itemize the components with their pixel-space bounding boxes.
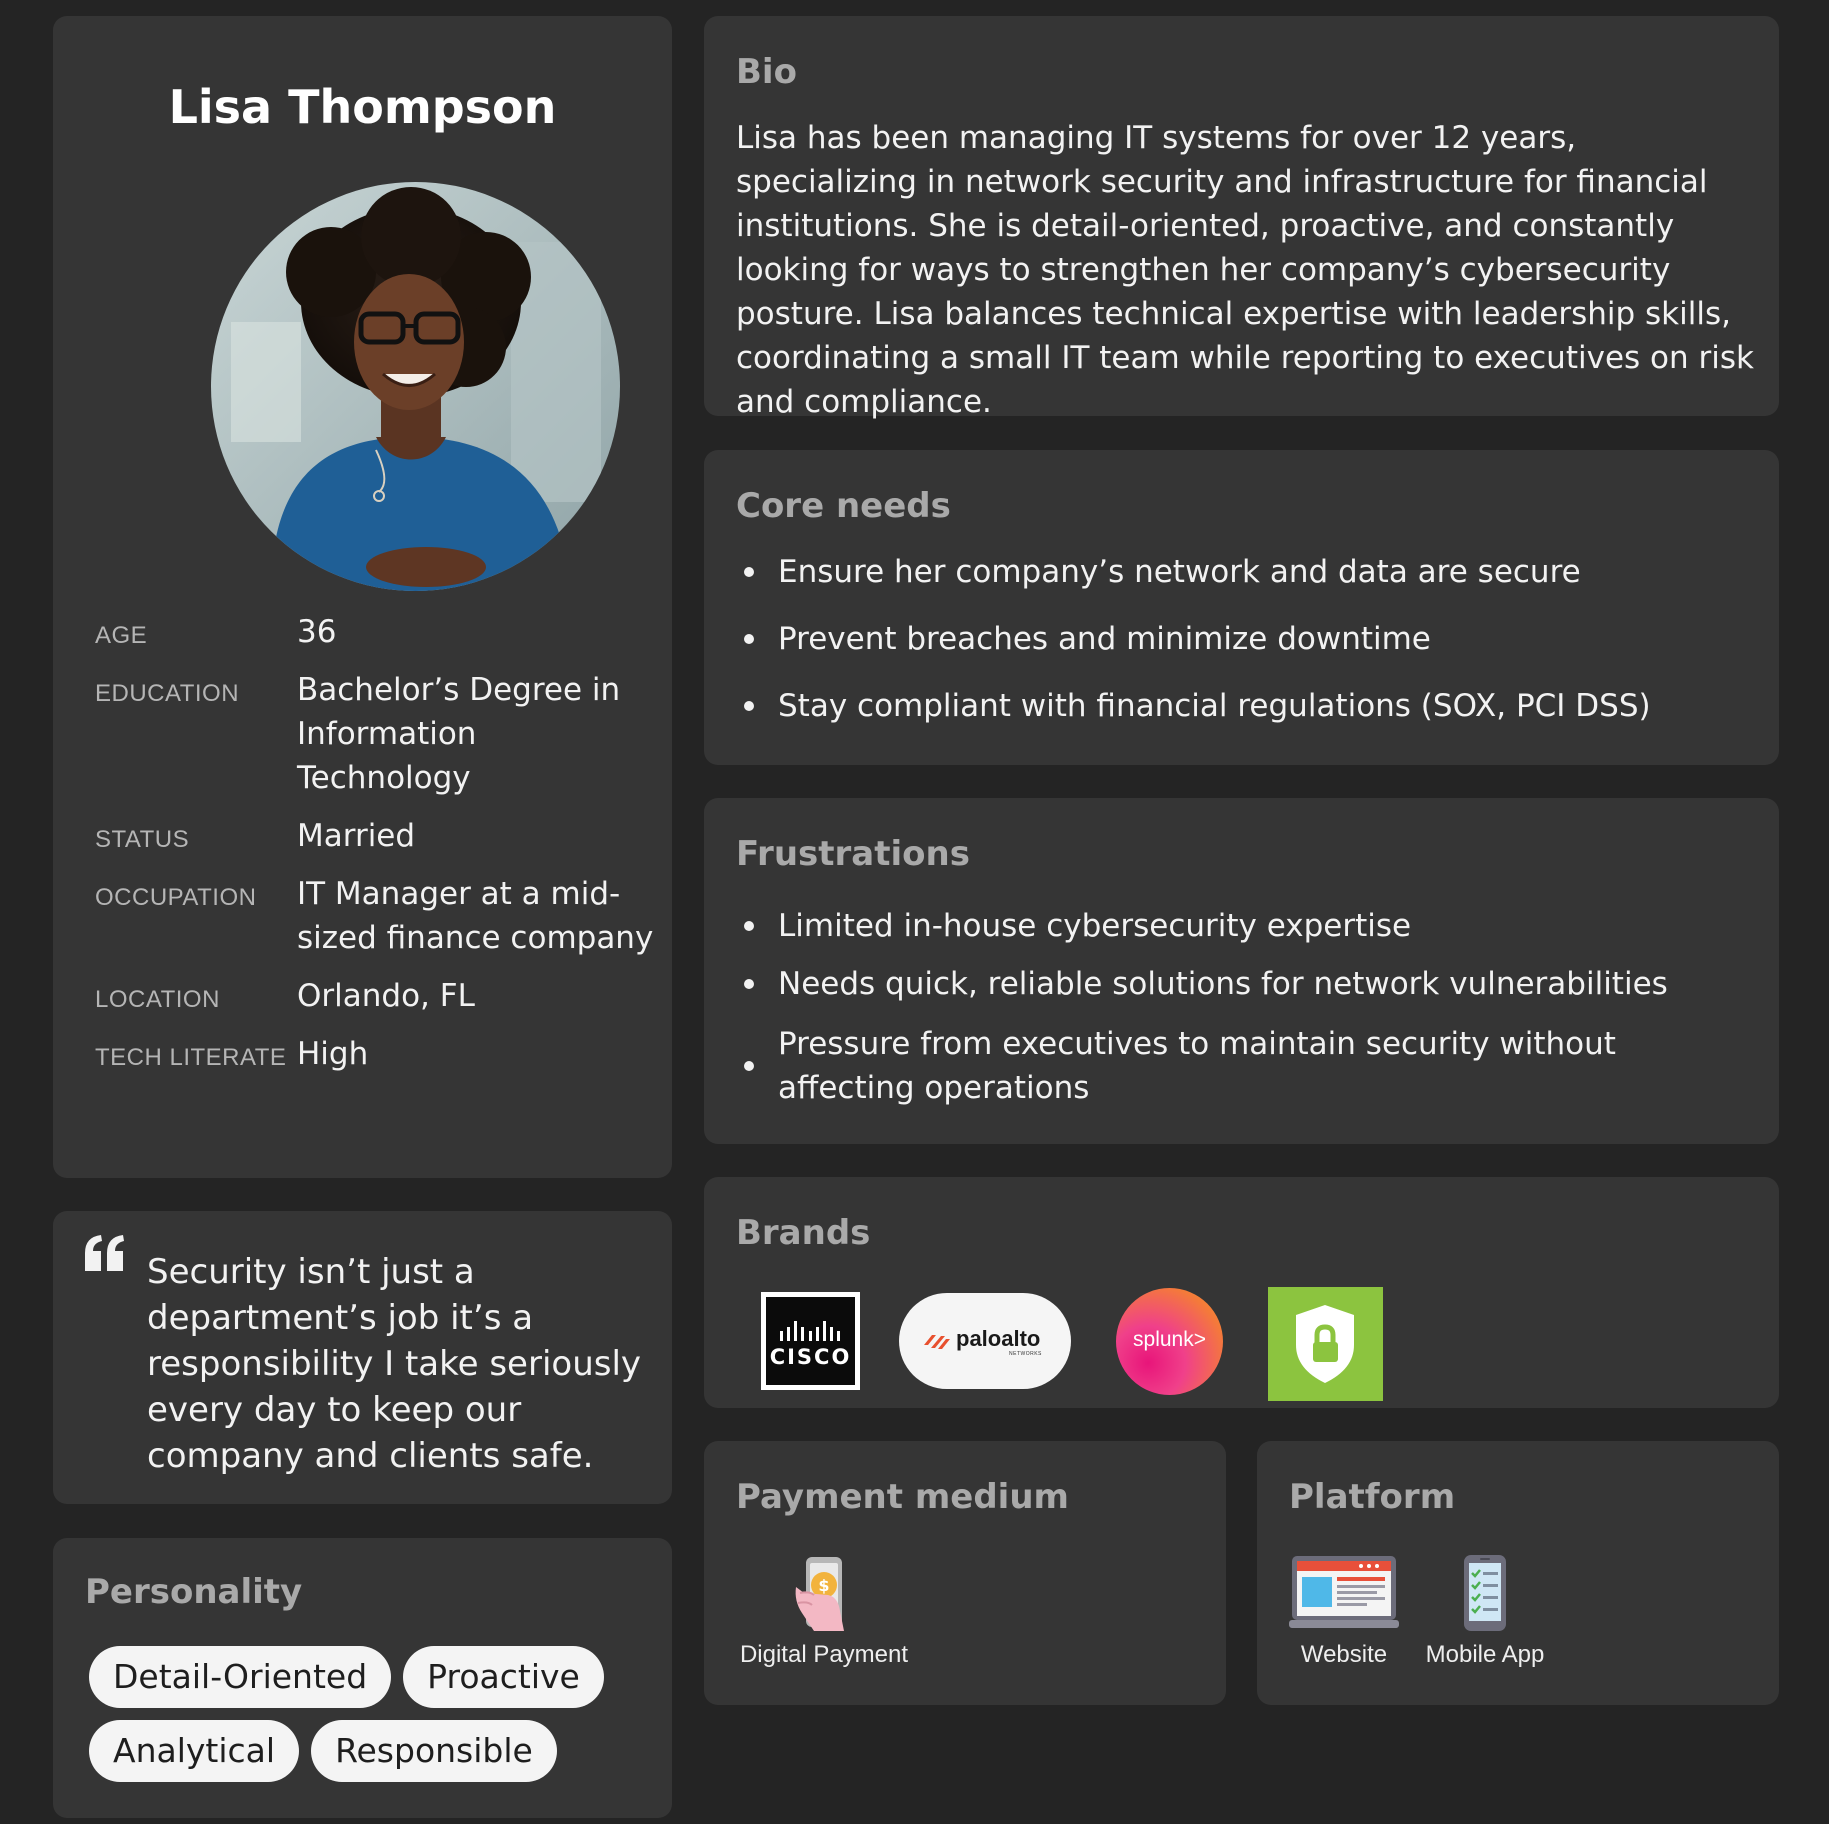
list-item <box>736 617 1746 661</box>
payment-heading: Payment medium <box>736 1477 1069 1517</box>
frustrations-card <box>704 798 1779 1144</box>
paloalto-logo-subtext: NETWORKS <box>1009 1351 1042 1357</box>
cisco-logo-text: CISCO <box>769 1345 852 1369</box>
fact-label: OCCUPATION <box>95 884 257 911</box>
personality-heading: Personality <box>85 1572 303 1612</box>
quote-text: Security isn’t just a department’s job it’s a responsibility I take seriously every day to keep our company and clients safe. <box>147 1252 642 1476</box>
bullet-icon <box>744 1061 754 1071</box>
list-item <box>736 550 1746 594</box>
list-item <box>736 1022 1746 1110</box>
fact-label: EDUCATION <box>95 680 240 707</box>
profile-card <box>53 16 672 1178</box>
platform-card <box>1257 1441 1779 1705</box>
persona-facts <box>95 610 655 1090</box>
splunk-logo <box>1116 1288 1223 1395</box>
bio-text: Lisa has been managing IT systems for over 12 years, specializing in network security and infrastructure for financial institutions. She is detail-oriented, proactive, and constantly looking for ways to strengthen her company’s cybersecurity posture. Lisa balances technical expertise with leadership skills, coordinating a small IT team while reporting to executives on risk and compliance. <box>736 120 1754 420</box>
list-item <box>736 904 1746 948</box>
platform-item-website <box>1289 1553 1399 1669</box>
personality-traits <box>89 1646 649 1782</box>
personality-card <box>53 1538 672 1818</box>
fact-value: 36 <box>297 614 337 650</box>
paloalto-logo <box>899 1293 1071 1389</box>
svg-text:$: $ <box>818 1576 830 1595</box>
cisco-logo <box>761 1292 860 1390</box>
shield-lock-logo <box>1268 1287 1383 1401</box>
cisco-logo-mark <box>766 1297 855 1385</box>
laptop-website-icon <box>1289 1553 1399 1633</box>
core-needs-list <box>736 550 1746 728</box>
fact-label: AGE <box>95 622 148 649</box>
fact-status <box>95 814 655 858</box>
frustrations-heading: Frustrations <box>736 834 970 874</box>
platform-label: Mobile App <box>1425 1641 1545 1668</box>
payment-label: Digital Payment <box>739 1641 909 1668</box>
fact-value: Orlando, FL <box>297 978 475 1014</box>
bullet-icon <box>744 979 754 989</box>
list-item-text: Ensure her company’s network and data are secure <box>778 554 1581 590</box>
trait-chip: Responsible <box>311 1720 557 1782</box>
fact-occupation <box>95 872 655 960</box>
brands-card <box>704 1177 1779 1408</box>
bullet-icon <box>744 634 754 644</box>
list-item-text: Stay compliant with financial regulations (SOX, PCI DSS) <box>778 688 1651 724</box>
trait-chip: Analytical <box>89 1720 299 1782</box>
bio-heading: Bio <box>736 52 797 92</box>
fact-value: Married <box>297 818 416 854</box>
persona-name: Lisa Thompson <box>168 80 557 134</box>
mobile-app-icon <box>1423 1553 1547 1633</box>
bullet-icon <box>744 921 754 931</box>
trait-chip: Proactive <box>403 1646 604 1708</box>
fact-value: High <box>297 1036 369 1072</box>
brands-heading: Brands <box>736 1213 871 1253</box>
fact-label: TECH LITERATE <box>95 1044 287 1071</box>
bio-card <box>704 16 1779 420</box>
platform-item-mobile <box>1423 1553 1547 1669</box>
list-item-text: Pressure from executives to maintain security without affecting operations <box>778 1026 1616 1106</box>
fact-location <box>95 974 655 1018</box>
payment-medium-card <box>704 1441 1226 1705</box>
platform-heading: Platform <box>1289 1477 1456 1517</box>
paloalto-logo-text: paloalto <box>956 1326 1041 1351</box>
quote-mark-icon <box>83 1233 127 1277</box>
fact-value: Bachelor’s Degree in Information Technology <box>297 672 621 796</box>
fact-tech-literate <box>95 1032 655 1076</box>
fact-label: LOCATION <box>95 986 220 1013</box>
fact-education <box>95 668 655 800</box>
fact-value: IT Manager at a mid-sized finance company <box>297 876 654 956</box>
avatar <box>211 182 620 591</box>
quote-card <box>53 1211 672 1504</box>
list-item-text: Prevent breaches and minimize downtime <box>778 621 1431 657</box>
platform-label: Website <box>1300 1641 1388 1668</box>
trait-chip: Detail-Oriented <box>89 1646 391 1708</box>
frustrations-list <box>736 904 1746 1110</box>
splunk-logo-text: splunk> <box>1133 1328 1206 1351</box>
core-needs-heading: Core needs <box>736 486 951 526</box>
bullet-icon <box>744 567 754 577</box>
fact-age <box>95 610 655 654</box>
list-item <box>736 684 1746 728</box>
list-item-text: Limited in-house cybersecurity expertise <box>778 908 1412 944</box>
phone-payment-icon <box>736 1553 912 1633</box>
core-needs-card <box>704 450 1779 765</box>
list-item-text: Needs quick, reliable solutions for network vulnerabilities <box>778 966 1668 1002</box>
payment-item <box>736 1553 912 1669</box>
bullet-icon <box>744 701 754 711</box>
list-item <box>736 962 1746 1006</box>
fact-label: STATUS <box>95 826 190 853</box>
